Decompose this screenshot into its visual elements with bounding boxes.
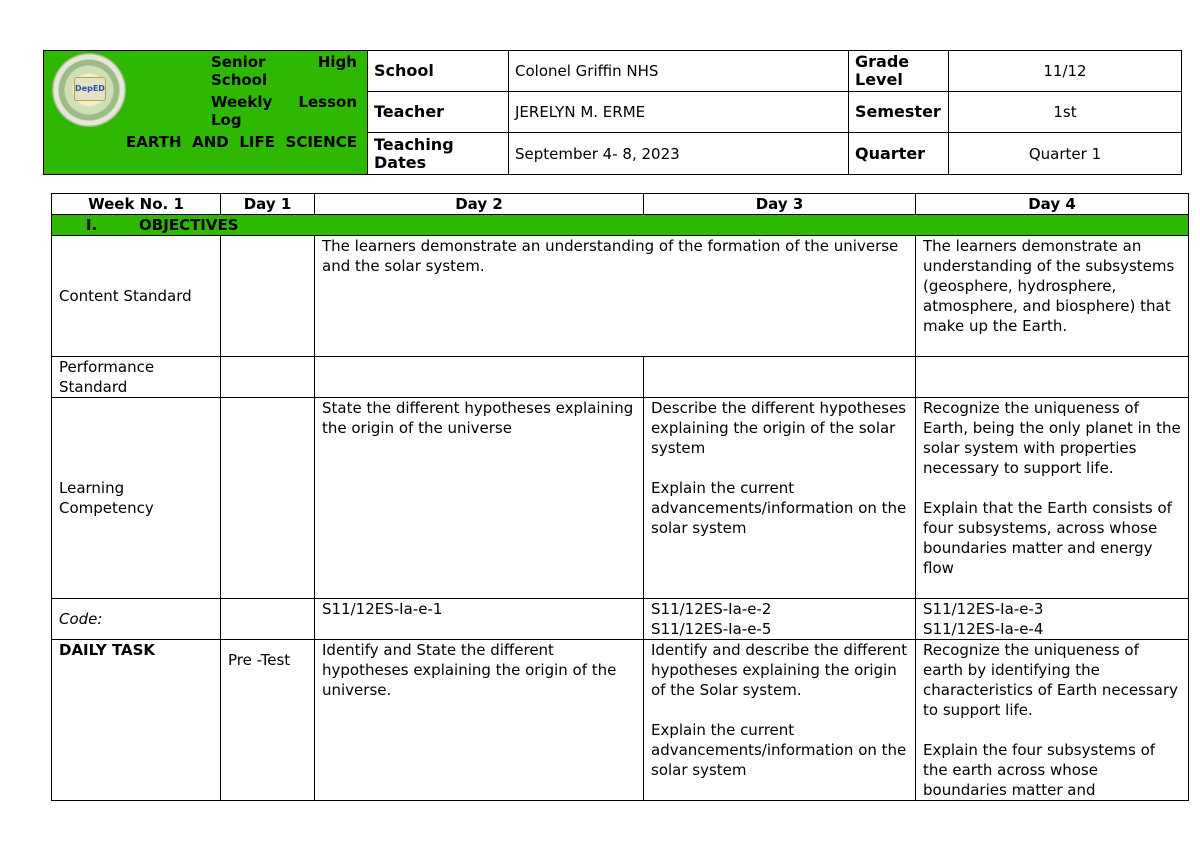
performance-standard-day4 xyxy=(916,357,1189,398)
competency-day3-describe: Describe the different hypotheses explaining the origin of the solar system xyxy=(651,399,907,457)
content-standard-day2-3: The learners demonstrate an understanding of the formation of the universe and the solar system. xyxy=(315,236,916,357)
code-day3 xyxy=(644,599,916,640)
daily-task-label: DAILY TASK xyxy=(52,640,221,801)
content-standard-row xyxy=(52,236,1189,357)
quarter-label: Quarter xyxy=(849,133,949,175)
learning-competency-day4 xyxy=(916,398,1189,599)
daily-task-day2: Identify and State the different hypotheses explaining the origin of the universe. xyxy=(315,640,644,801)
column-header-day4: Day 4 xyxy=(916,194,1189,215)
learning-competency-row xyxy=(52,398,1189,599)
lesson-log-table xyxy=(51,193,1189,801)
competency-day4-recognize: Recognize the uniqueness of Earth, being the only planet in the solar system with properties necessary to support life. xyxy=(923,399,1181,477)
grade-level-label: Grade Level xyxy=(849,51,949,92)
daily-task-day3 xyxy=(644,640,916,801)
semester-value: 1st xyxy=(949,92,1182,133)
code-day2: S11/12ES-Ia-e-1 xyxy=(315,599,644,640)
grade-level-value: 11/12 xyxy=(949,51,1182,92)
performance-standard-row xyxy=(52,357,1189,398)
learning-competency-day1 xyxy=(221,398,315,599)
code-day3-b: S11/12ES-Ia-e-5 xyxy=(651,620,772,638)
column-header-day3: Day 3 xyxy=(644,194,916,215)
logo-text: DepED xyxy=(74,77,106,101)
code-day1 xyxy=(221,599,315,640)
subject-title: EARTH AND LIFE SCIENCE xyxy=(126,133,357,151)
code-day4-b: S11/12ES-Ia-e-4 xyxy=(923,620,1044,638)
code-day4 xyxy=(916,599,1189,640)
learning-competency-day2: State the different hypotheses explaining the origin of the universe xyxy=(315,398,644,599)
content-standard-day4: The learners demonstrate an understanding of the subsystems (geosphere, hydrosphere, atmosphere, and biosphere) that make up the Earth. xyxy=(916,236,1189,357)
header-table xyxy=(43,50,1182,175)
learning-competency-label: Learning Competency xyxy=(52,398,221,599)
quarter-value: Quarter 1 xyxy=(949,133,1182,175)
content-standard-label: Content Standard xyxy=(52,236,221,357)
column-header-week: Week No. 1 xyxy=(52,194,221,215)
performance-standard-day2 xyxy=(315,357,644,398)
teaching-dates-value: September 4- 8, 2023 xyxy=(509,133,849,175)
column-header-day1: Day 1 xyxy=(221,194,315,215)
school-label: School xyxy=(368,51,509,92)
performance-standard-day3 xyxy=(644,357,916,398)
code-day3-a: S11/12ES-Ia-e-2 xyxy=(651,600,772,618)
task-day4-recognize: Recognize the uniqueness of earth by identifying the characteristics of Earth necessary to support life. xyxy=(923,641,1178,719)
code-row xyxy=(52,599,1189,640)
objectives-section-row xyxy=(52,215,1189,236)
code-label: Code: xyxy=(52,599,221,640)
task-day3-explain: Explain the current advancements/information on the solar system xyxy=(651,721,907,779)
school-value: Colonel Griffin NHS xyxy=(509,51,849,92)
daily-task-day1: Pre -Test xyxy=(221,640,315,801)
deped-seal-icon xyxy=(52,53,126,127)
performance-standard-day1 xyxy=(221,357,315,398)
competency-day3-explain: Explain the current advancements/information on the solar system xyxy=(651,479,907,537)
daily-task-day4 xyxy=(916,640,1189,801)
column-header-day2: Day 2 xyxy=(315,194,644,215)
task-day3-identify: Identify and describe the different hypotheses explaining the origin of the Solar system. xyxy=(651,641,908,699)
title-line-2: Weekly Lesson Log xyxy=(211,93,357,129)
competency-day4-explain: Explain that the Earth consists of four subsystems, across whose boundaries matter and energy flow xyxy=(923,499,1172,577)
table-header-row xyxy=(52,194,1189,215)
school-banner xyxy=(44,51,368,175)
content-standard-day1 xyxy=(221,236,315,357)
daily-task-row xyxy=(52,640,1189,801)
title-line-1: Senior High School xyxy=(211,53,357,89)
teacher-value: JERELYN M. ERME xyxy=(509,92,849,133)
task-day4-explain: Explain the four subsystems of the earth across whose boundaries matter and xyxy=(923,741,1156,799)
teacher-label: Teacher xyxy=(368,92,509,133)
objectives-heading: I. OBJECTIVES xyxy=(52,215,1189,236)
code-day4-a: S11/12ES-Ia-e-3 xyxy=(923,600,1044,618)
learning-competency-day3 xyxy=(644,398,916,599)
semester-label: Semester xyxy=(849,92,949,133)
performance-standard-label: Performance Standard xyxy=(52,357,221,398)
teaching-dates-label: Teaching Dates xyxy=(368,133,509,175)
